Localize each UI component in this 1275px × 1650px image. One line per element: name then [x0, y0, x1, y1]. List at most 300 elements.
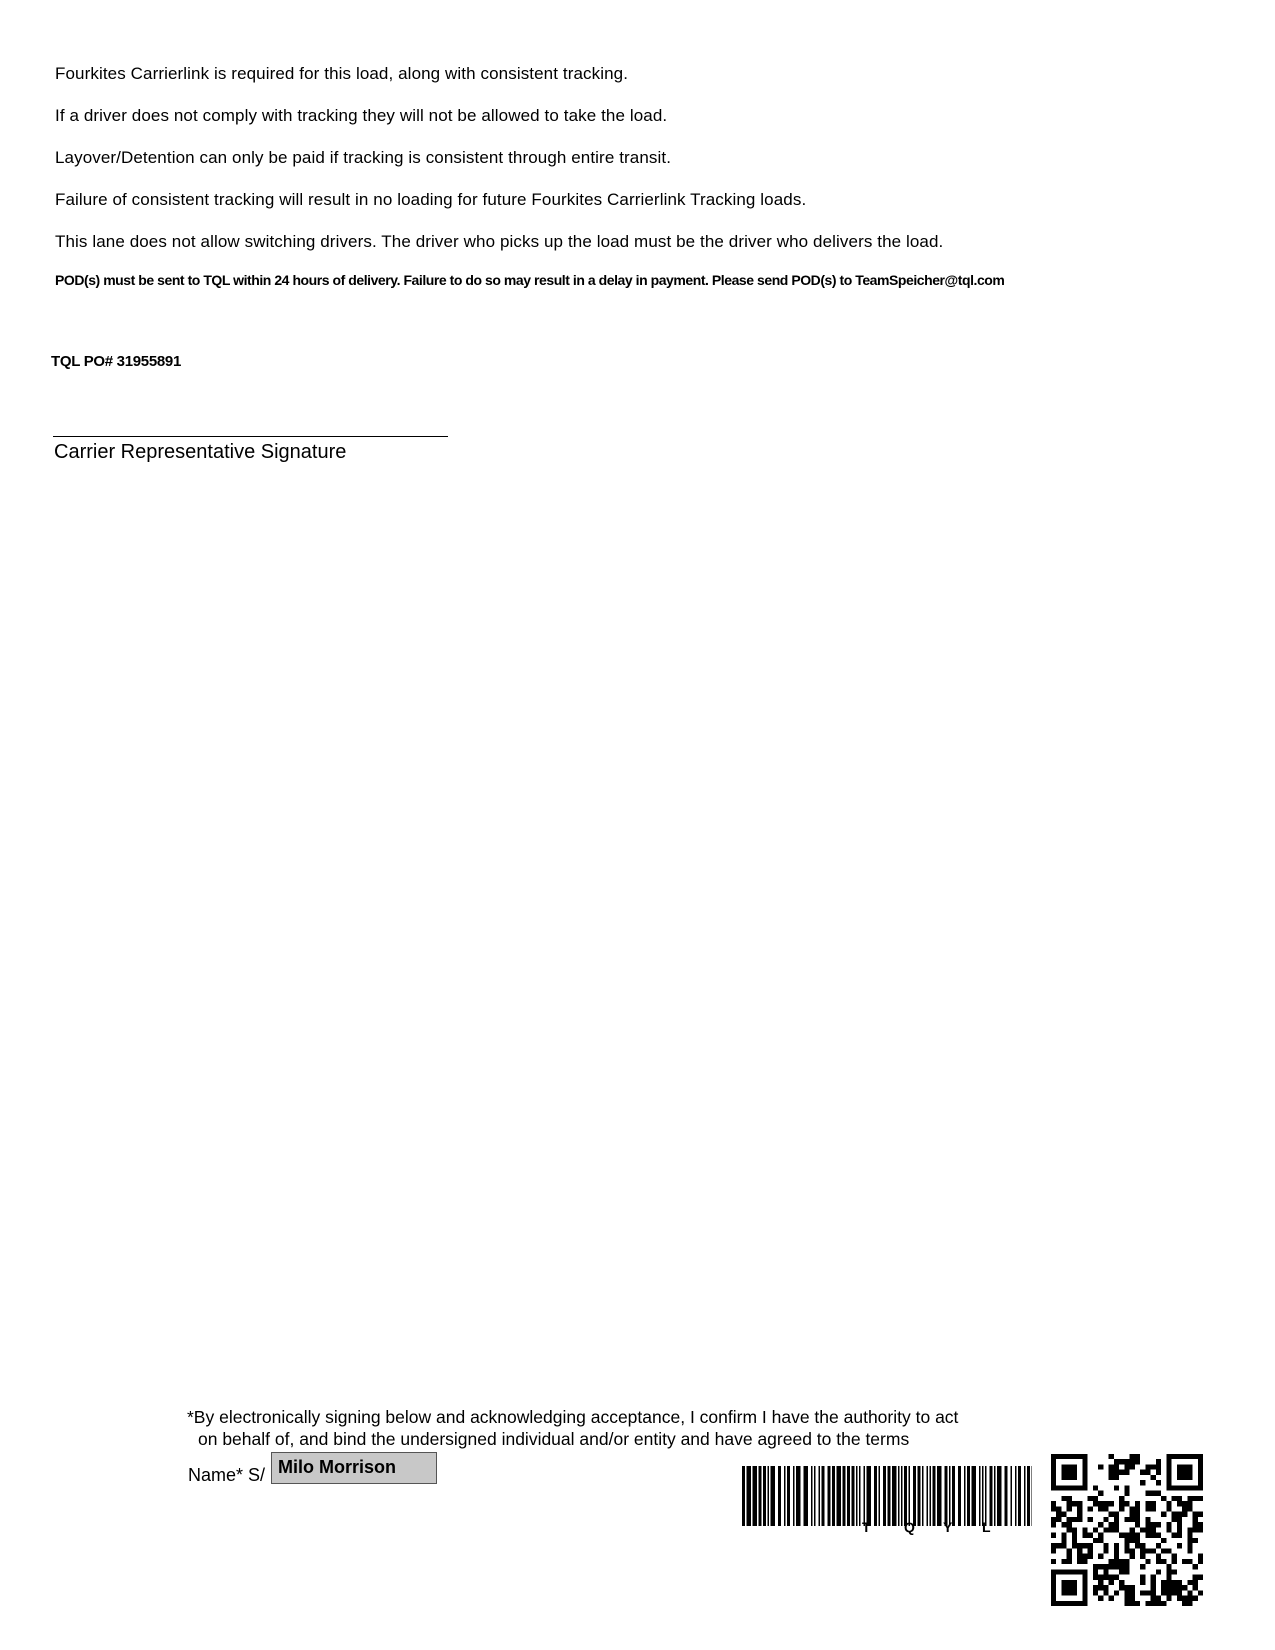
barcode: [742, 1466, 1032, 1526]
barcode-bar: [985, 1466, 987, 1526]
qr-module: [1145, 1470, 1150, 1475]
qr-module: [1124, 1485, 1129, 1490]
qr-module: [1114, 1485, 1119, 1490]
qr-module: [1166, 1501, 1171, 1506]
qr-module: [1182, 1501, 1187, 1506]
qr-module: [1082, 1475, 1087, 1480]
qr-module: [1135, 1601, 1140, 1606]
qr-module: [1114, 1559, 1119, 1564]
pod-notice: POD(s) must be sent to TQL within 24 hours of delivery. Failure to do so may result in a delay in payment. Please send POD(s) to TeamSpeicher@tql.com: [55, 272, 1005, 288]
qr-module: [1177, 1475, 1182, 1480]
qr-module: [1161, 1585, 1166, 1590]
qr-module: [1193, 1496, 1198, 1501]
qr-module: [1166, 1569, 1171, 1574]
qr-module: [1061, 1454, 1066, 1459]
barcode-letter: Q: [904, 1519, 915, 1535]
qr-module: [1151, 1506, 1156, 1511]
qr-module: [1151, 1580, 1156, 1585]
qr-module: [1156, 1470, 1161, 1475]
qr-module: [1124, 1543, 1129, 1548]
qr-module: [1051, 1543, 1056, 1548]
qr-module: [1193, 1485, 1198, 1490]
qr-module: [1156, 1464, 1161, 1469]
qr-module: [1067, 1580, 1072, 1585]
qr-module: [1109, 1596, 1114, 1601]
barcode-bar: [747, 1466, 752, 1526]
qr-module: [1061, 1543, 1066, 1548]
qr-module: [1177, 1512, 1182, 1517]
qr-module: [1119, 1564, 1124, 1569]
qr-module: [1177, 1501, 1182, 1506]
qr-module: [1109, 1580, 1114, 1585]
qr-module: [1130, 1533, 1135, 1538]
qr-module: [1130, 1527, 1135, 1532]
qr-module: [1177, 1580, 1182, 1585]
qr-module: [1156, 1543, 1161, 1548]
qr-module: [1051, 1559, 1056, 1564]
qr-module: [1182, 1506, 1187, 1511]
barcode-bar: [864, 1466, 866, 1526]
qr-module: [1098, 1564, 1103, 1569]
tracking-requirement-line: Fourkites Carrierlink is required for this load, along with consistent tracking.: [55, 64, 629, 83]
qr-module: [1156, 1533, 1161, 1538]
tracking-failure-line: Failure of consistent tracking will result in no loading for future Fourkites Carrierlink Tracking loads.: [55, 190, 807, 209]
qr-module: [1077, 1548, 1082, 1553]
qr-module: [1151, 1548, 1156, 1553]
qr-module: [1198, 1512, 1203, 1517]
qr-module: [1198, 1522, 1203, 1527]
qr-module: [1067, 1548, 1072, 1553]
barcode-bar: [1032, 1466, 1033, 1526]
qr-module: [1072, 1533, 1077, 1538]
qr-module: [1093, 1569, 1098, 1574]
qr-module: [1067, 1590, 1072, 1595]
qr-module: [1166, 1454, 1171, 1459]
qr-module: [1072, 1527, 1077, 1532]
qr-module: [1124, 1569, 1129, 1574]
qr-module: [1135, 1538, 1140, 1543]
qr-module: [1166, 1506, 1171, 1511]
qr-module: [1140, 1564, 1145, 1569]
qr-module: [1051, 1459, 1056, 1464]
qr-module: [1088, 1533, 1093, 1538]
barcode-bar: [994, 1466, 996, 1526]
qr-module: [1177, 1496, 1182, 1501]
qr-module: [1151, 1501, 1156, 1506]
qr-module: [1098, 1533, 1103, 1538]
qr-module: [1051, 1580, 1056, 1585]
barcode-bar: [811, 1466, 813, 1526]
qr-module: [1187, 1485, 1192, 1490]
acknowledgement-text: [187, 1406, 958, 1450]
qr-module: [1151, 1464, 1156, 1469]
qr-module: [1172, 1569, 1177, 1574]
barcode-bar: [879, 1466, 881, 1526]
qr-module: [1072, 1517, 1077, 1522]
qr-module: [1172, 1580, 1177, 1585]
qr-module: [1093, 1496, 1098, 1501]
qr-module: [1098, 1585, 1103, 1590]
qr-module: [1093, 1485, 1098, 1490]
qr-module: [1103, 1527, 1108, 1532]
qr-module: [1198, 1527, 1203, 1532]
qr-module: [1140, 1554, 1145, 1559]
barcode-bar: [778, 1466, 781, 1526]
qr-module: [1166, 1480, 1171, 1485]
qr-module: [1051, 1601, 1056, 1606]
barcode-bar: [828, 1466, 831, 1526]
qr-module: [1135, 1517, 1140, 1522]
qr-module: [1193, 1538, 1198, 1543]
qr-module: [1130, 1596, 1135, 1601]
qr-module: [1067, 1569, 1072, 1574]
qr-module: [1114, 1459, 1119, 1464]
qr-module: [1182, 1596, 1187, 1601]
qr-module: [1077, 1506, 1082, 1511]
qr-module: [1056, 1601, 1061, 1606]
qr-module: [1187, 1501, 1192, 1506]
barcode-bar: [822, 1466, 825, 1526]
qr-module: [1130, 1590, 1135, 1595]
barcode-bar: [937, 1466, 942, 1526]
qr-module: [1161, 1512, 1166, 1517]
barcode-bar: [997, 1466, 1002, 1526]
qr-module: [1193, 1527, 1198, 1532]
barcode-bar: [814, 1466, 816, 1526]
qr-module: [1072, 1501, 1077, 1506]
qr-module: [1072, 1580, 1077, 1585]
qr-module: [1124, 1590, 1129, 1595]
qr-module: [1098, 1491, 1103, 1496]
qr-module: [1130, 1538, 1135, 1543]
qr-module: [1187, 1543, 1192, 1548]
barcode-bar: [888, 1466, 891, 1526]
barcode-bar: [1015, 1466, 1017, 1526]
barcode-bar: [1027, 1466, 1030, 1526]
qr-module: [1103, 1564, 1108, 1569]
barcode-bar: [967, 1466, 970, 1526]
qr-module: [1109, 1454, 1114, 1459]
barcode-bar: [909, 1466, 911, 1526]
qr-module: [1067, 1464, 1072, 1469]
qr-module: [1140, 1590, 1145, 1595]
qr-module: [1156, 1569, 1161, 1574]
qr-module: [1145, 1559, 1150, 1564]
qr-module: [1077, 1501, 1082, 1506]
qr-module: [1061, 1470, 1066, 1475]
qr-module: [1182, 1512, 1187, 1517]
qr-module: [1124, 1564, 1129, 1569]
qr-module: [1187, 1538, 1192, 1543]
qr-module: [1124, 1501, 1129, 1506]
qr-module: [1119, 1569, 1124, 1574]
qr-module: [1114, 1548, 1119, 1553]
qr-module: [1056, 1512, 1061, 1517]
qr-module: [1082, 1601, 1087, 1606]
barcode-bar: [856, 1466, 858, 1526]
qr-module: [1124, 1601, 1129, 1606]
qr-module: [1145, 1517, 1150, 1522]
qr-module: [1077, 1569, 1082, 1574]
qr-module: [1067, 1506, 1072, 1511]
qr-module: [1051, 1470, 1056, 1475]
qr-module: [1088, 1496, 1093, 1501]
qr-module: [1082, 1575, 1087, 1580]
qr-module: [1161, 1559, 1166, 1564]
qr-module: [1151, 1585, 1156, 1590]
qr-module: [1051, 1585, 1056, 1590]
qr-module: [1193, 1517, 1198, 1522]
qr-module: [1103, 1506, 1108, 1511]
qr-module: [1114, 1470, 1119, 1475]
qr-module: [1182, 1559, 1187, 1564]
qr-module: [1130, 1454, 1135, 1459]
qr-module: [1082, 1569, 1087, 1574]
qr-module: [1088, 1517, 1093, 1522]
qr-module: [1061, 1559, 1066, 1564]
qr-module: [1093, 1585, 1098, 1590]
qr-module: [1151, 1575, 1156, 1580]
qr-module: [1130, 1459, 1135, 1464]
qr-module: [1119, 1580, 1124, 1585]
qr-module: [1098, 1522, 1103, 1527]
qr-module: [1187, 1601, 1192, 1606]
qr-module: [1135, 1522, 1140, 1527]
signature-label: Carrier Representative Signature: [54, 441, 347, 463]
qr-module: [1124, 1548, 1129, 1553]
qr-module: [1177, 1590, 1182, 1595]
barcode-bar: [982, 1466, 984, 1526]
qr-module: [1061, 1475, 1066, 1480]
qr-module: [1187, 1580, 1192, 1585]
qr-module: [1098, 1501, 1103, 1506]
barcode-bar: [1024, 1466, 1026, 1526]
qr-module: [1151, 1491, 1156, 1496]
qr-module: [1198, 1559, 1203, 1564]
barcode-caption: [742, 1519, 1032, 1539]
qr-module: [1114, 1464, 1119, 1469]
qr-module: [1166, 1527, 1171, 1532]
qr-module: [1114, 1512, 1119, 1517]
qr-module: [1198, 1485, 1203, 1490]
qr-module: [1082, 1485, 1087, 1490]
qr-module: [1172, 1533, 1177, 1538]
qr-module: [1051, 1480, 1056, 1485]
qr-module: [1140, 1527, 1145, 1532]
qr-module: [1182, 1464, 1187, 1469]
barcode-bar: [930, 1466, 932, 1526]
barcode-bar: [972, 1466, 977, 1526]
qr-module: [1082, 1580, 1087, 1585]
qr-module: [1177, 1470, 1182, 1475]
qr-module: [1051, 1464, 1056, 1469]
qr-module: [1082, 1459, 1087, 1464]
qr-module: [1182, 1454, 1187, 1459]
driver-switching-line: This lane does not allow switching drivers. The driver who picks up the load must be the driver who delivers the load.: [55, 232, 944, 251]
barcode-bar: [945, 1466, 948, 1526]
qr-module: [1072, 1590, 1077, 1595]
qr-module: [1082, 1585, 1087, 1590]
qr-module: [1161, 1548, 1166, 1553]
qr-module: [1088, 1554, 1093, 1559]
qr-module: [1088, 1543, 1093, 1548]
qr-module: [1067, 1496, 1072, 1501]
qr-module: [1166, 1590, 1171, 1595]
qr-module: [1061, 1512, 1066, 1517]
qr-module: [1051, 1506, 1056, 1511]
qr-module: [1067, 1559, 1072, 1564]
qr-module: [1145, 1601, 1150, 1606]
qr-module: [1072, 1585, 1077, 1590]
qr-module: [1051, 1569, 1056, 1574]
qr-module: [1198, 1590, 1203, 1595]
qr-module: [1145, 1527, 1150, 1532]
qr-module: [1077, 1485, 1082, 1490]
qr-module: [1098, 1580, 1103, 1585]
qr-module: [1103, 1501, 1108, 1506]
qr-module: [1082, 1543, 1087, 1548]
qr-module: [1067, 1485, 1072, 1490]
qr-module: [1145, 1464, 1150, 1469]
qr-module: [1145, 1548, 1150, 1553]
barcode-bar: [843, 1466, 846, 1526]
barcode-bar: [832, 1466, 835, 1526]
qr-module: [1193, 1575, 1198, 1580]
qr-module: [1082, 1454, 1087, 1459]
qr-module: [1151, 1601, 1156, 1606]
barcode-bar: [927, 1466, 929, 1526]
qr-module: [1124, 1585, 1129, 1590]
qr-module: [1166, 1596, 1171, 1601]
qr-module: [1109, 1564, 1114, 1569]
qr-module: [1166, 1459, 1171, 1464]
qr-module: [1198, 1454, 1203, 1459]
barcode-bar: [904, 1466, 907, 1526]
qr-module: [1124, 1464, 1129, 1469]
qr-module: [1166, 1470, 1171, 1475]
qr-module: [1198, 1575, 1203, 1580]
qr-module: [1130, 1506, 1135, 1511]
qr-module: [1135, 1501, 1140, 1506]
qr-module: [1072, 1601, 1077, 1606]
qr-module: [1056, 1569, 1061, 1574]
qr-module: [1051, 1596, 1056, 1601]
qr-module: [1067, 1554, 1072, 1559]
barcode-bar: [796, 1466, 801, 1526]
qr-module: [1061, 1522, 1066, 1527]
qr-module: [1187, 1454, 1192, 1459]
qr-module: [1072, 1454, 1077, 1459]
layover-detention-line: Layover/Detention can only be paid if tracking is consistent through entire transit.: [55, 148, 672, 167]
qr-module: [1067, 1475, 1072, 1480]
qr-module: [1067, 1517, 1072, 1522]
qr-module: [1072, 1464, 1077, 1469]
qr-module: [1072, 1569, 1077, 1574]
qr-module: [1082, 1554, 1087, 1559]
qr-module: [1140, 1480, 1145, 1485]
barcode-letter: T: [862, 1519, 871, 1535]
qr-module: [1193, 1522, 1198, 1527]
qr-module: [1182, 1585, 1187, 1590]
qr-module: [1145, 1491, 1150, 1496]
qr-module: [1061, 1464, 1066, 1469]
qr-module: [1182, 1475, 1187, 1480]
qr-module: [1135, 1512, 1140, 1517]
qr-module: [1077, 1554, 1082, 1559]
qr-module: [1119, 1470, 1124, 1475]
qr-module: [1093, 1501, 1098, 1506]
qr-module: [1072, 1543, 1077, 1548]
qr-module: [1082, 1596, 1087, 1601]
qr-module: [1061, 1590, 1066, 1595]
qr-module: [1177, 1527, 1182, 1532]
qr-module: [1145, 1522, 1150, 1527]
qr-module: [1061, 1538, 1066, 1543]
qr-module: [1109, 1464, 1114, 1469]
barcode-bar: [804, 1466, 809, 1526]
qr-module: [1130, 1548, 1135, 1553]
qr-module: [1166, 1485, 1171, 1490]
qr-module: [1145, 1506, 1150, 1511]
qr-module: [1119, 1506, 1124, 1511]
qr-module: [1135, 1454, 1140, 1459]
qr-module: [1072, 1470, 1077, 1475]
qr-module: [1119, 1459, 1124, 1464]
qr-module: [1114, 1543, 1119, 1548]
qr-module: [1088, 1548, 1093, 1553]
qr-module: [1077, 1517, 1082, 1522]
qr-module: [1067, 1454, 1072, 1459]
qr-module: [1187, 1506, 1192, 1511]
qr-module: [1130, 1464, 1135, 1469]
qr-module: [1056, 1454, 1061, 1459]
qr-module: [1193, 1512, 1198, 1517]
qr-module: [1130, 1554, 1135, 1559]
barcode-bar: [771, 1466, 776, 1526]
qr-module: [1124, 1491, 1129, 1496]
barcode-bar: [867, 1466, 872, 1526]
qr-module: [1051, 1454, 1056, 1459]
qr-module: [1193, 1596, 1198, 1601]
qr-module: [1161, 1601, 1166, 1606]
qr-module: [1140, 1470, 1145, 1475]
qr-module: [1161, 1580, 1166, 1585]
barcode-bar: [859, 1466, 861, 1526]
qr-module: [1151, 1590, 1156, 1595]
qr-module: [1172, 1585, 1177, 1590]
qr-module: [1177, 1485, 1182, 1490]
qr-module: [1119, 1585, 1124, 1590]
qr-module: [1156, 1559, 1161, 1564]
qr-module: [1172, 1454, 1177, 1459]
qr-module: [1077, 1601, 1082, 1606]
qr-module: [1103, 1569, 1108, 1574]
qr-module: [1067, 1522, 1072, 1527]
name-field-value: Milo Morrison: [278, 1457, 396, 1477]
qr-module: [1072, 1475, 1077, 1480]
qr-module: [1051, 1475, 1056, 1480]
qr-module: [1177, 1454, 1182, 1459]
qr-module: [1119, 1501, 1124, 1506]
barcode-bar: [918, 1466, 921, 1526]
name-field[interactable]: [271, 1452, 437, 1484]
qr-module: [1198, 1554, 1203, 1559]
name-field-label: Name* S/: [188, 1465, 266, 1485]
qr-module: [1114, 1475, 1119, 1480]
qr-module: [1109, 1512, 1114, 1517]
qr-module: [1051, 1522, 1056, 1527]
qr-module: [1124, 1459, 1129, 1464]
